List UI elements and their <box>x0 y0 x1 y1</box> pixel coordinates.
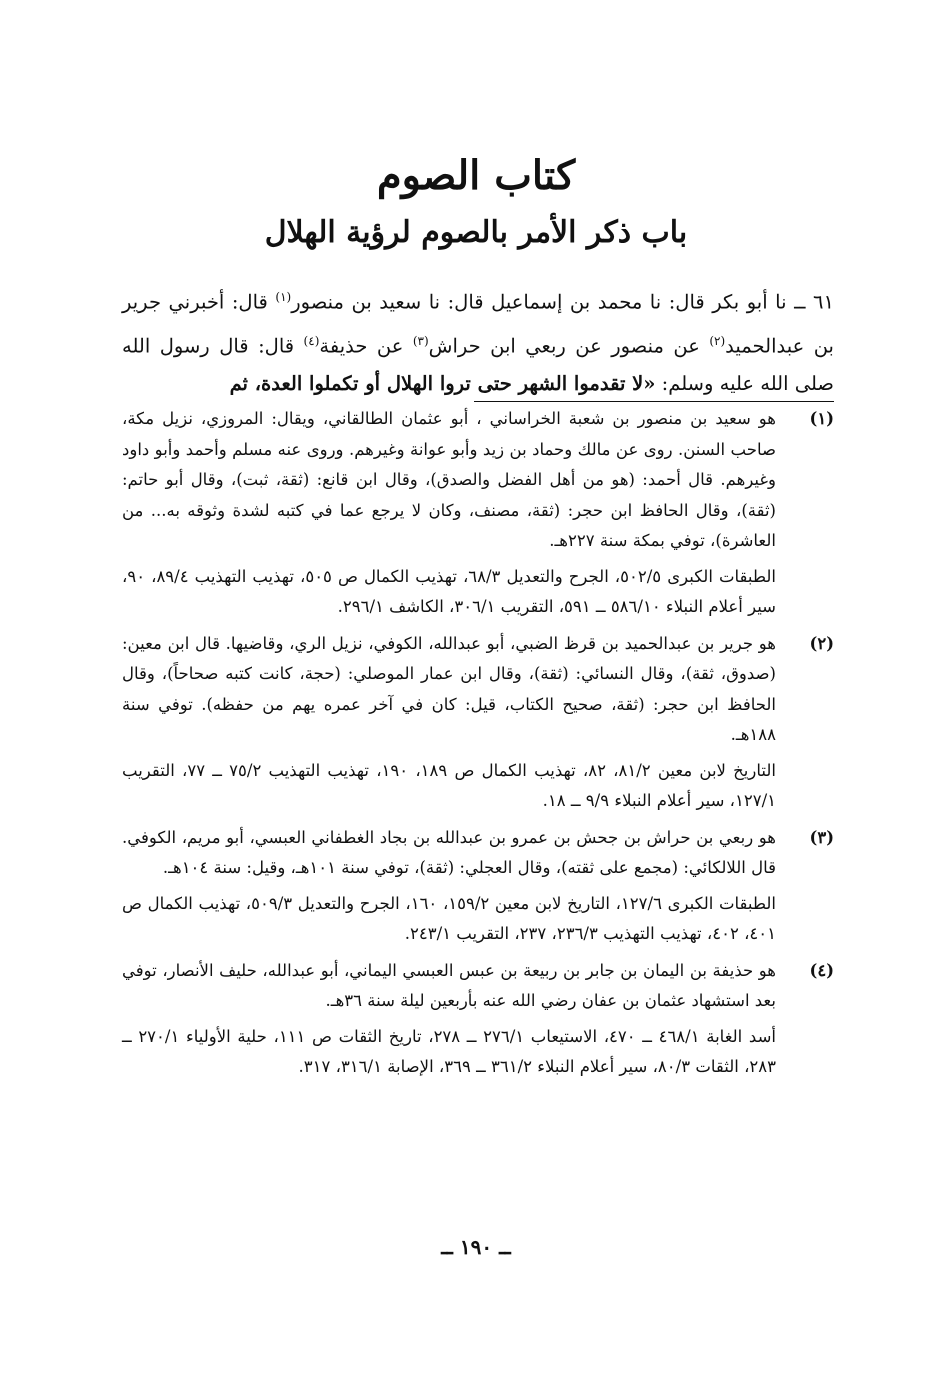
hadith-matn: «لا تقدموا الشهر حتى تروا الهلال أو تكملوا العدة، ثم <box>229 372 656 395</box>
hadith-chain-part2: قال: أخبرني جرير بن عبدالحميد <box>122 290 834 357</box>
footnote-number: (٣) <box>809 827 834 847</box>
footnote-references: الطبقات الكبرى ١٢٧/٦، التاريخ لابن معين ١٥٩/٢، ١٦٠، الجرح والتعديل ٥٠٩/٣، تهذيب الكمال ص ٤٠١، ٤٠٢، تهذيب التهذيب ٢٣٦/٣، ٢٣٧، التقريب ٢٤٣/١. <box>122 893 776 943</box>
footnote-3 <box>122 823 834 950</box>
hadith-chain-part1: ٦١ ــ نا أبو بكر قال: نا محمد بن إسماعيل قال: نا سعيد بن منصور <box>291 290 834 314</box>
footnote-number: (٢) <box>809 633 834 653</box>
hadith-chain-part3: عن منصور عن ربعي ابن حراش <box>428 334 710 357</box>
footnote-biography: هو ربعي بن حراش بن جحش بن عمرو بن عبدالله بن بجاد الغطفاني العبسي، أبو مريم، الكوفي. قال اللالكائي: (مجمع على ثقته)، وقال العجلي: (ثقة)، توفي سنة ١٠١هـ، وقيل: سنة ١٠٤هـ. <box>122 827 776 877</box>
footnote-2 <box>122 629 834 817</box>
footnote-ref-2: (٢) <box>709 333 726 348</box>
footnote-ref-4: (٤) <box>303 333 320 348</box>
footnote-references: التاريخ لابن معين ٨١/٢، ٨٢، تهذيب الكمال ص ١٨٩، ١٩٠، تهذيب التهذيب ٧٥/٢ ــ ٧٧، التقريب ١٢٧/١، سير أعلام النبلاء ٩/٩ ــ ١٨. <box>122 760 776 810</box>
section-title: باب ذكر الأمر بالصوم لرؤية الهلال <box>264 215 688 250</box>
hadith-chain-part4: عن حذيفة <box>319 334 413 357</box>
chapter-title: كتاب الصوم <box>376 152 576 199</box>
footnote-references: الطبقات الكبرى ٥٠٢/٥، الجرح والتعديل ٦٨/٣، تهذيب الكمال ص ٥٠٥، تهذيب التهذيب ٨٩/٤، ٩٠، سير أعلام النبلاء ٥٨٦/١٠ ــ ٥٩١، التقريب ٣٠٦/١، الكاشف ٢٩٦/١. <box>122 566 776 616</box>
footnotes <box>122 404 834 1089</box>
footnote-biography: هو حذيفة بن اليمان بن جابر بن ربيعة بن عبس العبسي اليماني، أبو عبدالله، حليف الأنصار، توفي بعد استشهاد عثمان بن عفان رضي الله عنه بأربعين ليلة سنة ٣٦هـ. <box>122 960 776 1010</box>
footnote-ref-3: (٣) <box>412 333 429 348</box>
page-number: ــ ١٩٠ ــ <box>441 1235 511 1259</box>
footnote-biography: هو سعيد بن منصور بن شعبة الخراساني ، أبو عثمان الطالقاني، ويقال: المروزي، نزيل مكة، صاحب السنن. روى عن مالك وحماد بن زيد وأبو عوانة وغيرهم. وروى عنه مسلم وأحمد وأبو داود وغيرهم. قال أحمد: (هو من أهل الفضل والصدق)، وقال ابن قانع: (ثقة، ثبت)، وقال أبو حاتم: (ثقة)، وقال الحافظ ابن حجر: (ثقة، مصنف، وكان لا يرجع عما في كتبه لشدة وثوقه به... من العاشرة)، توفي بمكة سنة ٢٢٧هـ. <box>122 409 776 550</box>
footnote-4 <box>122 956 834 1083</box>
footnote-references: أسد الغابة ٤٦٨/١ ــ ٤٧٠، الاستيعاب ٢٧٦/١ ــ ٢٧٨، تاريخ الثقات ص ١١١، حلية الأولياء ٢٧٠/١ ــ ٢٨٣، الثقات ٨٠/٣، سير أعلام النبلاء ٣٦١/٢ ــ ٣٦٩، الإصابة ٣١٦/١، ٣١٧. <box>122 1026 776 1076</box>
footnote-ref-1: (١) <box>275 290 292 304</box>
hadith-text <box>122 278 834 403</box>
footnote-number: (٤) <box>809 960 834 980</box>
footnote-biography: هو جرير بن عبدالحميد بن قرظ الضبي، أبو عبدالله، الكوفي، نزيل الري، وقاضيها. قال ابن معين: (صدوق، ثقة)، وقال النسائي: (ثقة)، وقال ابن عمار الموصلي: (حجة، كانت كتبه صحاحاً)، وقال الحافظ ابن حجر: (ثقة، صحيح الكتاب، قيل: كان في آخر عمره يهم من حفظه). توفي سنة ١٨٨هـ. <box>122 633 776 744</box>
footnote-separator <box>474 401 834 402</box>
hadith-chain-part5: قال: قال رسول الله صلى الله عليه وسلم: <box>122 334 834 395</box>
footnote-number: (١) <box>809 409 834 428</box>
footnote-1 <box>122 404 834 623</box>
